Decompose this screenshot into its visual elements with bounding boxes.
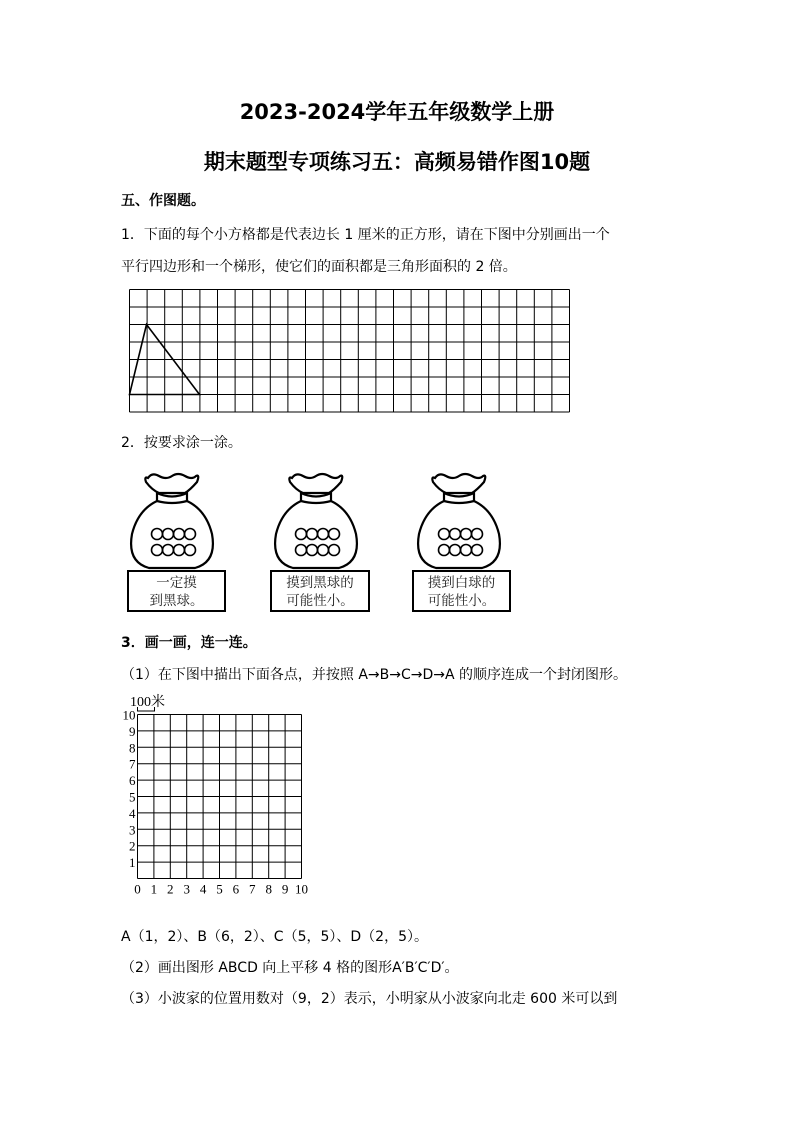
money-bag-3 [411,470,507,572]
x-tick-label: 4 [199,881,207,897]
y-tick-label: 9 [129,723,136,739]
q1-text-line1: 1．下面的每个小方格都是代表边长 1 厘米的正方形，请在下图中分别画出一个 [121,227,610,243]
q1-text-line2: 平行四边形和一个梯形，使它们的面积都是三角形面积的 2 倍。 [121,259,517,275]
x-tick-label: 10 [295,881,308,897]
x-tick-label: 6 [232,881,240,897]
x-tick-label: 5 [216,881,223,897]
page-title: 2023-2024学年五年级数学上册 [239,100,555,124]
x-tick-label: 8 [265,881,272,897]
q3-coordinate-grid [112,690,312,914]
y-tick-label: 2 [129,838,136,854]
x-tick-label: 1 [150,881,158,897]
y-tick-label: 5 [129,789,136,805]
q1-grid [125,285,575,415]
q3-text: 3．画一画，连一连。 [121,635,257,651]
x-tick-label: 0 [134,881,141,897]
y-tick-label: 10 [122,707,136,723]
y-tick-label: 1 [129,855,136,871]
q2-text: 2．按要求涂一涂。 [121,435,242,451]
bag-2-label: 摸到黑球的 可能性小。 [270,570,370,612]
q3-part2: （2）画出图形 ABCD 向上平移 4 格的图形A′B′C′D′。 [121,960,459,976]
money-bag-1 [124,470,220,572]
x-tick-label: 3 [183,881,190,897]
page-subtitle: 期末题型专项练习五：高频易错作图10题 [203,150,591,174]
bag-1-label: 一定摸 到黑球。 [127,570,226,612]
bag-3-label: 摸到白球的 可能性小。 [412,570,511,612]
y-tick-label: 8 [129,740,136,756]
y-tick-label: 4 [129,805,136,821]
q3-points-text: A（1，2）、B（6，2）、C（5，5）、D（2，5）。 [121,929,428,945]
x-tick-label: 9 [281,881,289,897]
q3-part1: （1）在下图中描出下面各点，并按照 A→B→C→D→A 的顺序连成一个封闭图形。 [121,667,628,683]
q3-part3: （3）小波家的位置用数对（9，2）表示，小明家从小波家向北走 600 米可以到 [121,991,618,1007]
x-tick-label: 7 [249,881,256,897]
y-tick-label: 3 [129,822,136,838]
y-tick-label: 7 [129,756,136,772]
scale-label: 100米 [130,695,165,710]
section-heading: 五、作图题。 [121,193,205,209]
y-tick-label: 6 [129,773,136,789]
x-tick-label: 2 [167,881,174,897]
money-bag-2 [268,470,364,572]
